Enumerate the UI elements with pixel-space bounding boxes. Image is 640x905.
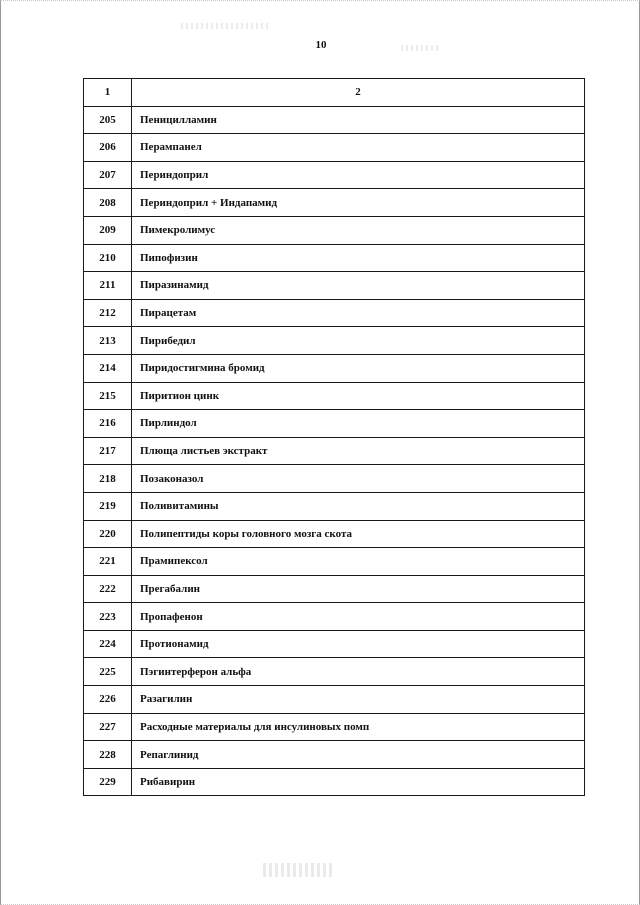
drug-name-cell: Поливитамины xyxy=(132,492,585,520)
drug-name-cell: Протионамид xyxy=(132,630,585,658)
drug-name-cell: Пэгинтерферон альфа xyxy=(132,658,585,686)
table-row xyxy=(84,410,585,438)
row-number-cell: 205 xyxy=(84,106,132,134)
drug-name-cell: Репаглинид xyxy=(132,741,585,769)
row-number-cell: 209 xyxy=(84,216,132,244)
row-number-cell: 216 xyxy=(84,410,132,438)
row-number-cell: 225 xyxy=(84,658,132,686)
drug-name-cell: Позаконазол xyxy=(132,465,585,493)
row-number-cell: 228 xyxy=(84,741,132,769)
drug-name-cell: Пимекролимус xyxy=(132,216,585,244)
table-row xyxy=(84,658,585,686)
page-number: 10 xyxy=(315,39,327,51)
row-number-cell: 229 xyxy=(84,768,132,796)
table-body xyxy=(84,106,585,796)
table-header-row xyxy=(84,79,585,107)
drug-name-cell: Прамипексол xyxy=(132,548,585,576)
table-row xyxy=(84,575,585,603)
drug-name-cell: Перампанел xyxy=(132,134,585,162)
scan-artifact xyxy=(181,23,271,29)
row-number-cell: 221 xyxy=(84,548,132,576)
row-number-cell: 218 xyxy=(84,465,132,493)
table-row xyxy=(84,548,585,576)
drug-name-cell: Плюща листьев экстракт xyxy=(132,437,585,465)
row-number-cell: 211 xyxy=(84,272,132,300)
drug-name-cell: Периндоприл xyxy=(132,161,585,189)
drug-name-cell: Прегабалин xyxy=(132,575,585,603)
table-row xyxy=(84,327,585,355)
table-row xyxy=(84,768,585,796)
table-row xyxy=(84,437,585,465)
table-row xyxy=(84,465,585,493)
drug-name-cell: Пеницилламин xyxy=(132,106,585,134)
table-row xyxy=(84,134,585,162)
row-number-cell: 214 xyxy=(84,354,132,382)
row-number-cell: 227 xyxy=(84,713,132,741)
row-number-cell: 224 xyxy=(84,630,132,658)
drug-name-cell: Разагилин xyxy=(132,686,585,714)
row-number-cell: 215 xyxy=(84,382,132,410)
row-number-cell: 222 xyxy=(84,575,132,603)
table-row xyxy=(84,741,585,769)
table-row xyxy=(84,630,585,658)
scan-artifact xyxy=(263,863,333,877)
drug-name-cell: Периндоприл + Индапамид xyxy=(132,189,585,217)
table-row xyxy=(84,189,585,217)
table-row xyxy=(84,244,585,272)
drug-list-table xyxy=(83,78,585,796)
row-number-cell: 213 xyxy=(84,327,132,355)
row-number-cell: 223 xyxy=(84,603,132,631)
row-number-cell: 206 xyxy=(84,134,132,162)
drug-name-cell: Расходные материалы для инсулиновых помп xyxy=(132,713,585,741)
table-row xyxy=(84,686,585,714)
drug-name-cell: Пирлиндол xyxy=(132,410,585,438)
table-row xyxy=(84,603,585,631)
row-number-cell: 207 xyxy=(84,161,132,189)
row-number-cell: 220 xyxy=(84,520,132,548)
row-number-cell: 212 xyxy=(84,299,132,327)
drug-name-cell: Пипофизин xyxy=(132,244,585,272)
table-row xyxy=(84,520,585,548)
table-row xyxy=(84,492,585,520)
column-header-name: 2 xyxy=(132,79,585,107)
table-row xyxy=(84,713,585,741)
table-row xyxy=(84,161,585,189)
drug-name-cell: Пиразинамид xyxy=(132,272,585,300)
table-row xyxy=(84,106,585,134)
row-number-cell: 217 xyxy=(84,437,132,465)
drug-name-cell: Пирибедил xyxy=(132,327,585,355)
table-row xyxy=(84,299,585,327)
drug-name-cell: Пиридостигмина бромид xyxy=(132,354,585,382)
row-number-cell: 208 xyxy=(84,189,132,217)
drug-name-cell: Пропафенон xyxy=(132,603,585,631)
column-header-number: 1 xyxy=(84,79,132,107)
row-number-cell: 226 xyxy=(84,686,132,714)
drug-name-cell: Полипептиды коры головного мозга скота xyxy=(132,520,585,548)
row-number-cell: 219 xyxy=(84,492,132,520)
table-row xyxy=(84,272,585,300)
drug-name-cell: Рибавирин xyxy=(132,768,585,796)
table-row xyxy=(84,382,585,410)
table-row xyxy=(84,354,585,382)
table-row xyxy=(84,216,585,244)
row-number-cell: 210 xyxy=(84,244,132,272)
drug-name-cell: Пирацетам xyxy=(132,299,585,327)
drug-name-cell: Пиритион цинк xyxy=(132,382,585,410)
